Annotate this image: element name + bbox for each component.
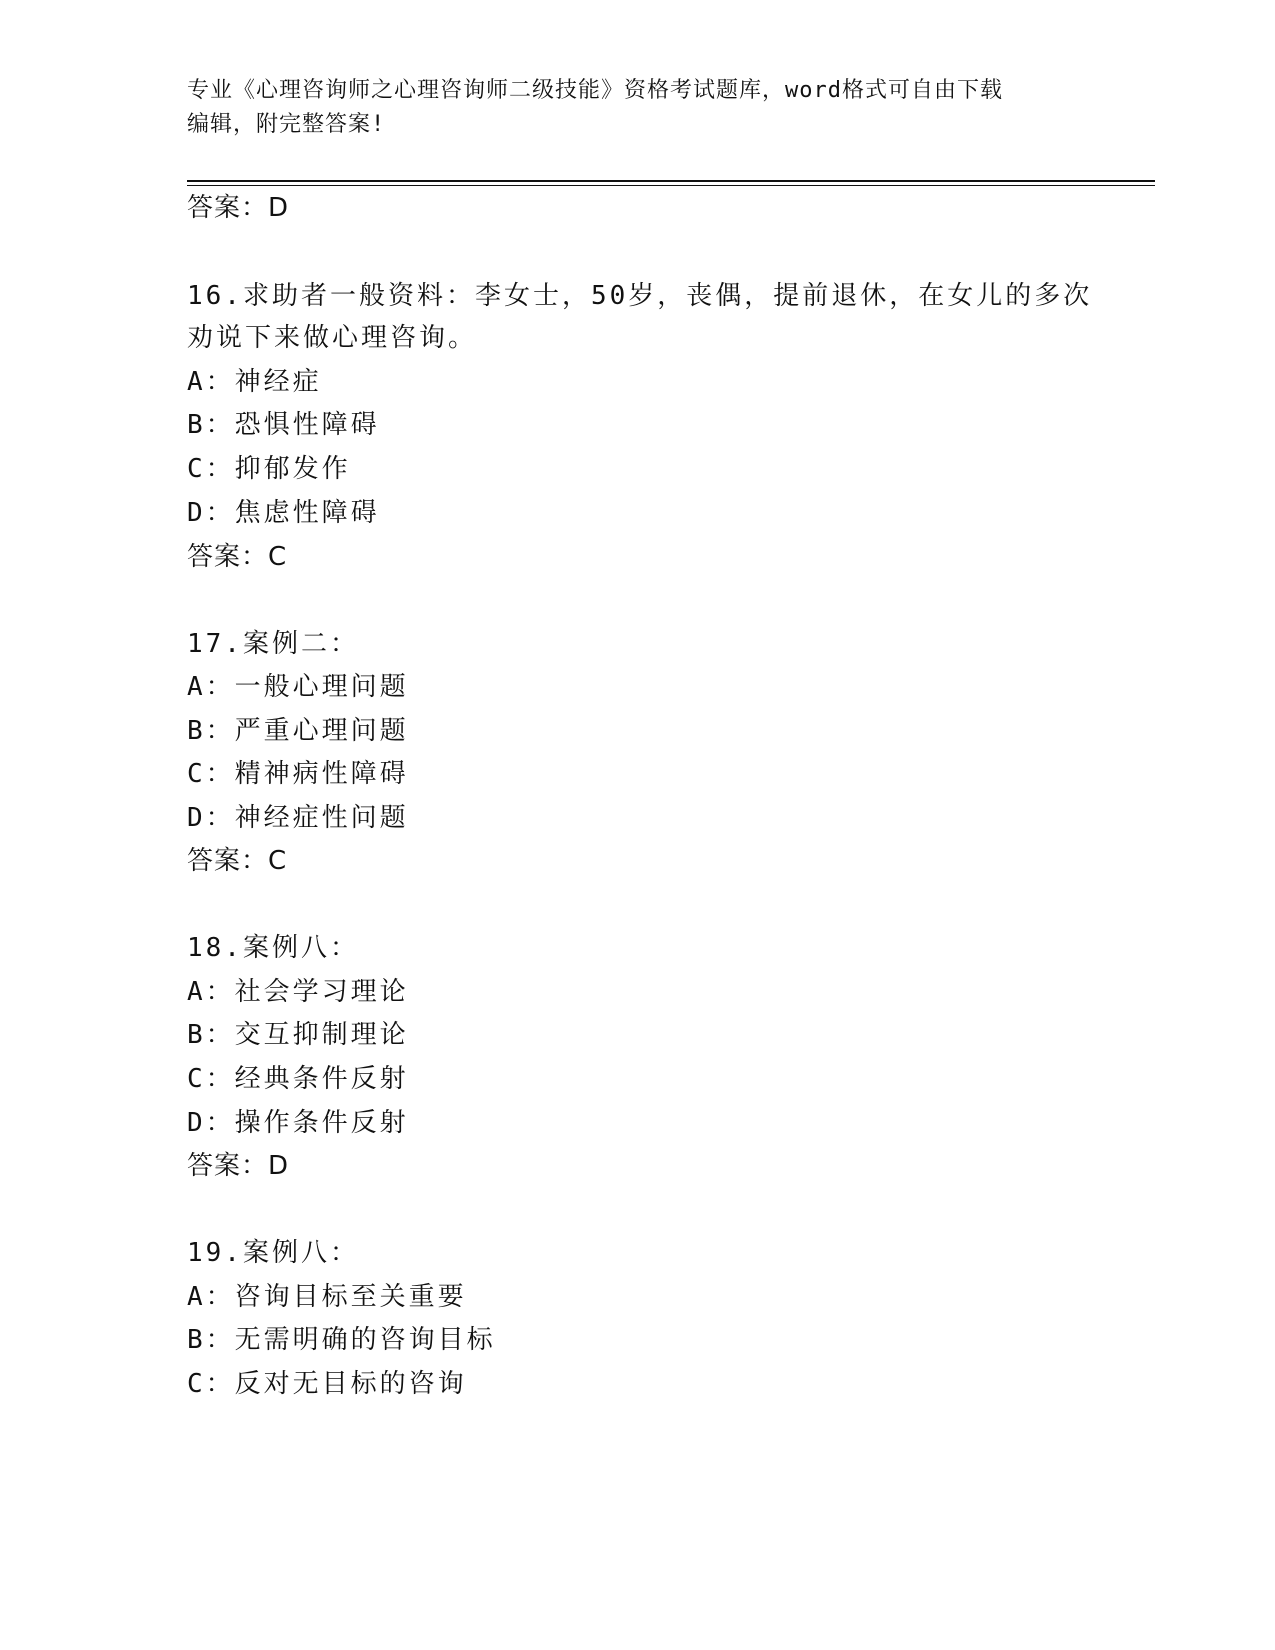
answer-17: 答案：C (187, 846, 288, 876)
question-16-option-b: B：恐惧性障碍 (187, 410, 380, 440)
header-divider-thin (187, 185, 1155, 186)
question-17-option-a: A：一般心理问题 (187, 672, 409, 702)
question-19-option-a: A：咨询目标至关重要 (187, 1282, 467, 1312)
question-16-option-d: D：焦虑性障碍 (187, 498, 380, 528)
question-16-stem-line-2: 劝说下来做心理咨询。 (187, 323, 478, 353)
answer-18: 答案：D (187, 1151, 290, 1181)
question-17-option-b: B：严重心理问题 (187, 716, 409, 746)
header-line-1: 专业《心理咨询师之心理咨询师二级技能》资格考试题库，word格式可自由下载 (187, 78, 1003, 103)
question-16-option-c: C：抑郁发作 (187, 454, 351, 484)
question-18-option-d: D：操作条件反射 (187, 1108, 409, 1138)
question-18-stem: 18.案例八： (187, 933, 359, 963)
document-header (187, 74, 1087, 142)
question-19-stem: 19.案例八： (187, 1238, 359, 1268)
answer-16: 答案：C (187, 542, 288, 572)
question-16-stem-line-1: 16.求助者一般资料：李女士，50岁，丧偶，提前退休，在女儿的多次 (187, 281, 1093, 311)
question-18-option-c: C：经典条件反射 (187, 1064, 409, 1094)
question-17-option-c: C：精神病性障碍 (187, 759, 409, 789)
question-17-option-d: D：神经症性问题 (187, 803, 409, 833)
question-18-option-a: A：社会学习理论 (187, 977, 409, 1007)
question-19-option-c: C：反对无目标的咨询 (187, 1369, 467, 1399)
question-17-stem: 17.案例二： (187, 629, 359, 659)
question-16-option-a: A：神经症 (187, 367, 322, 397)
question-19-option-b: B：无需明确的咨询目标 (187, 1325, 496, 1355)
question-18-option-b: B：交互抑制理论 (187, 1020, 409, 1050)
header-divider-thick (187, 180, 1155, 182)
header-line-2: 编辑，附完整答案! (187, 112, 386, 137)
answer-15: 答案：D (187, 193, 290, 223)
